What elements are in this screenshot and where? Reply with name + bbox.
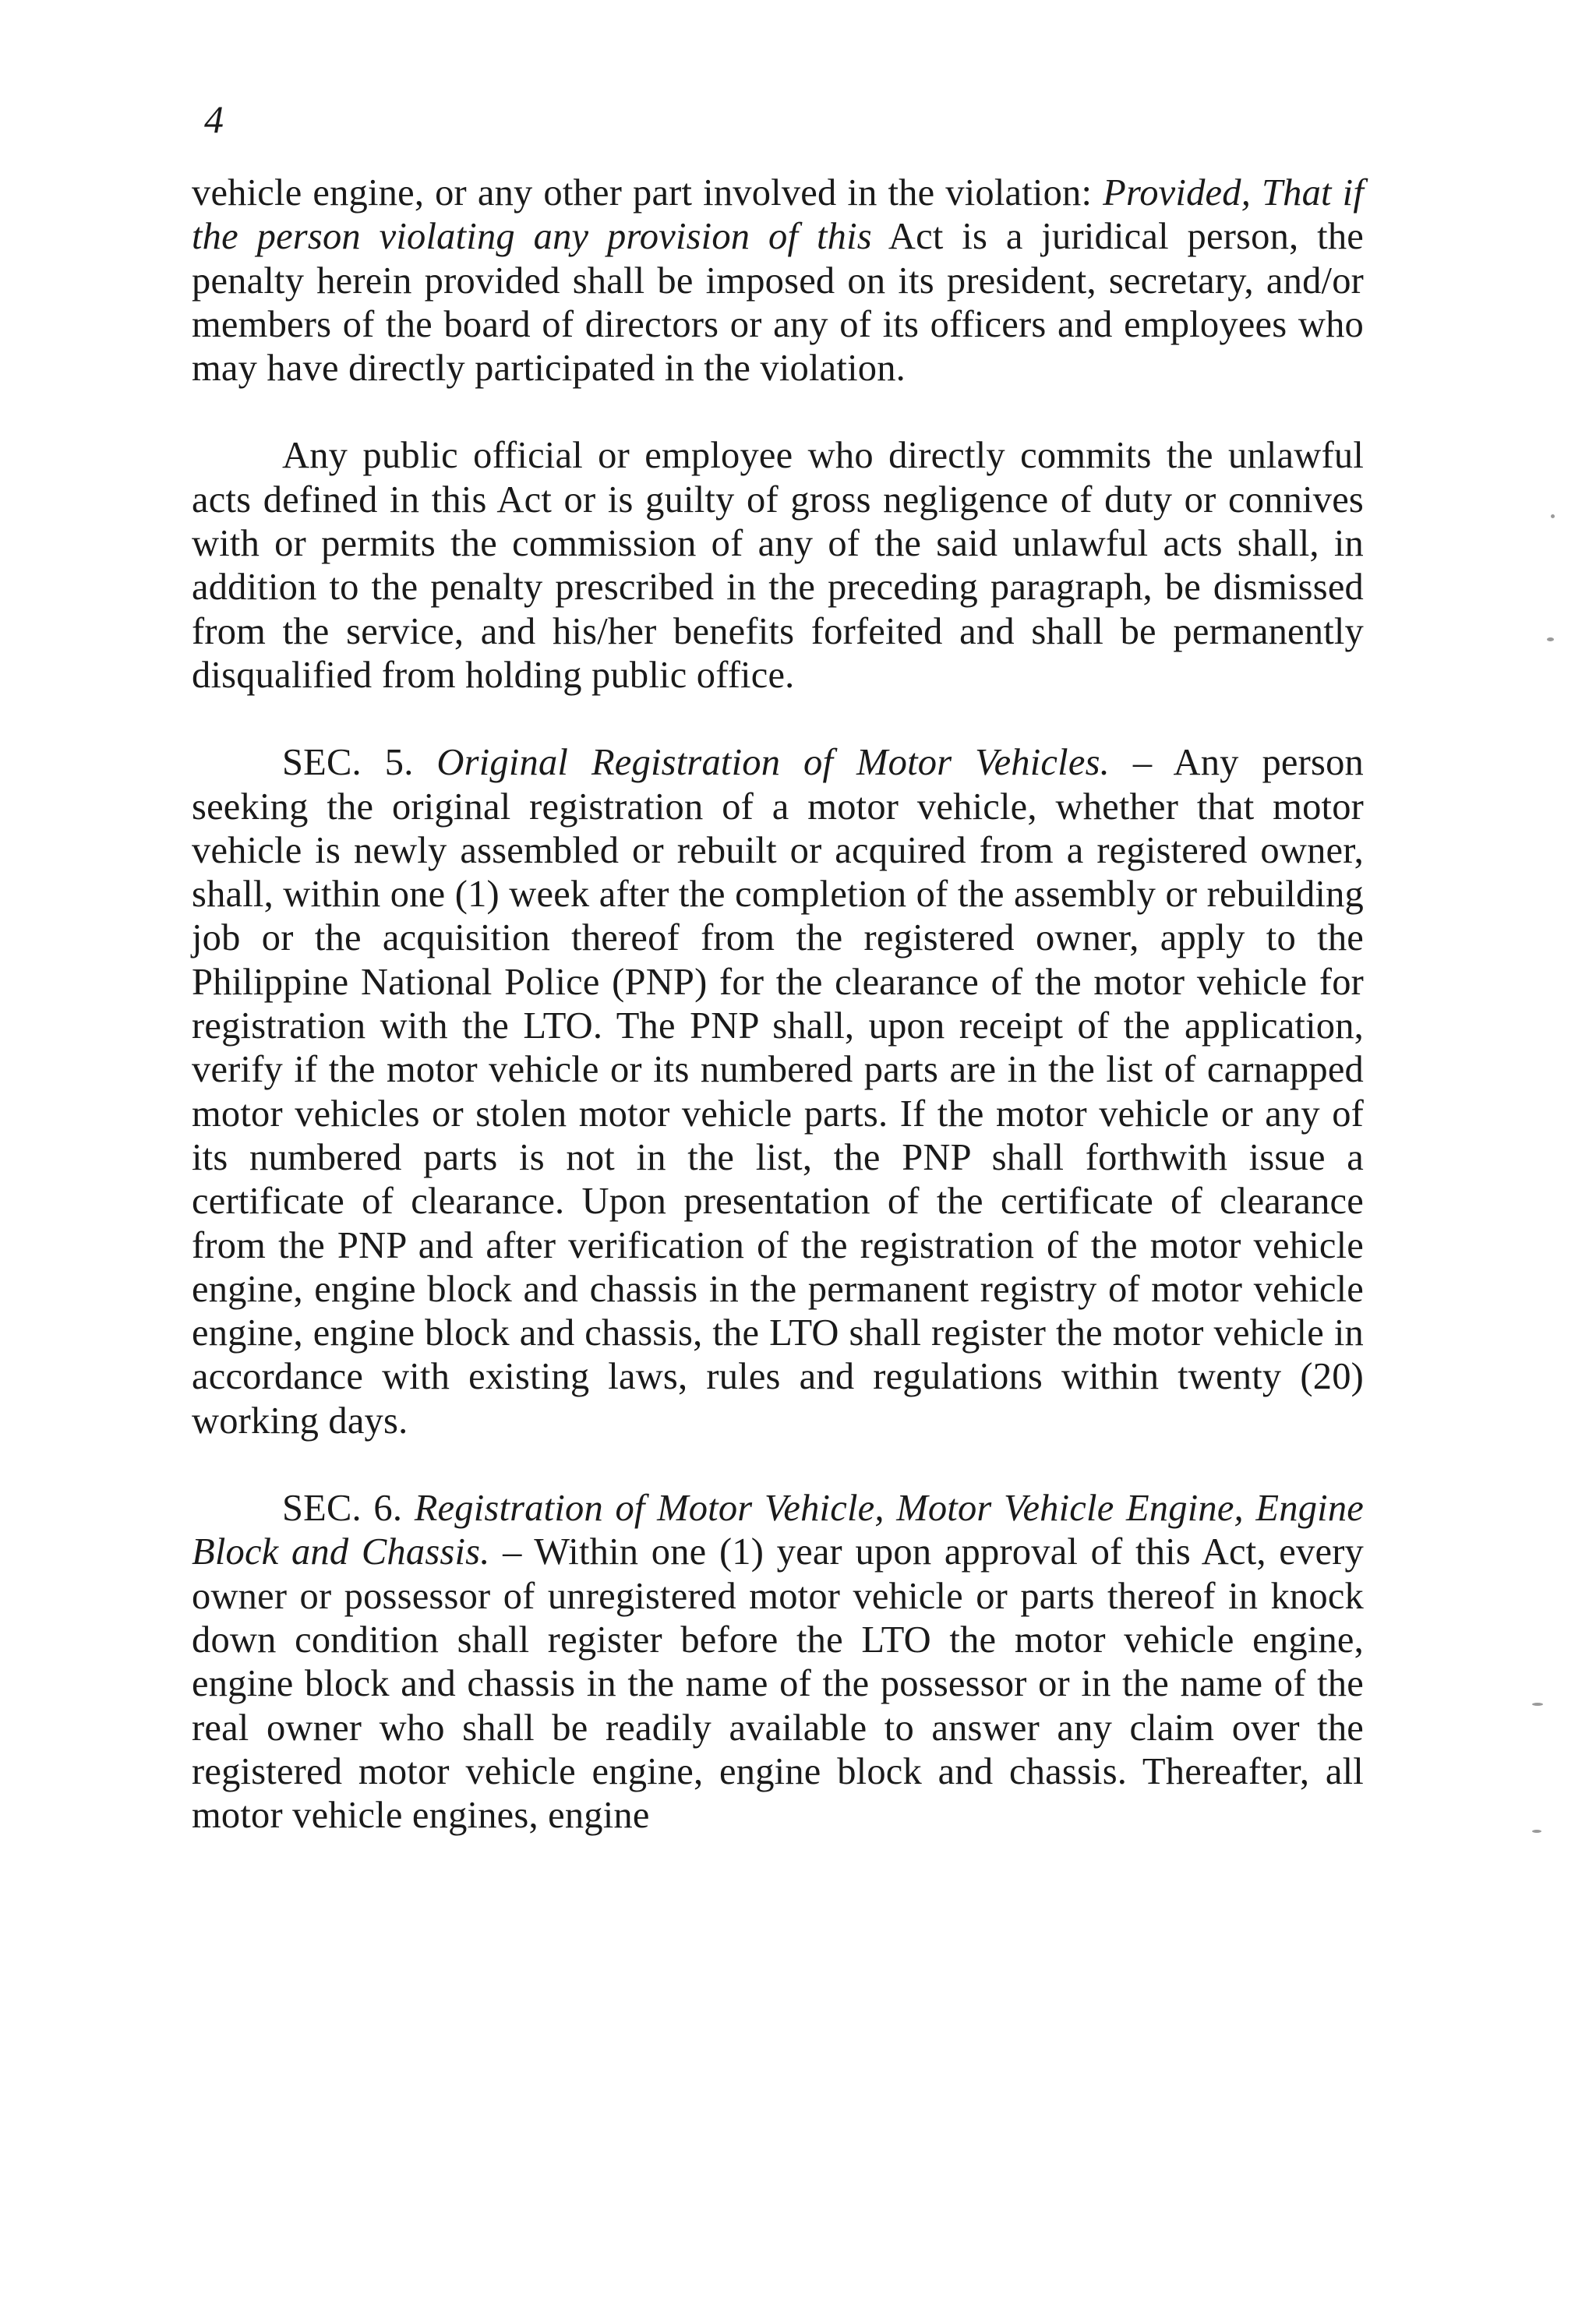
paragraph-lead: vehicle engine, or any other part involved in the violation:	[192, 172, 1103, 214]
section-6-body: – Within one (1) year upon approval of this Act, every owner or possessor of unregistered motor vehicle or parts thereof in knock down condition shall register before the LTO the motor vehicle engine, engine block and chassis in the name of the possessor or in the name of the real owner who shall be readily available to answer any claim over the registered motor vehicle engine, engine block and chassis. Thereafter, all motor vehicle engines, engine	[192, 1531, 1364, 1837]
section-5-title: Original Registration of Motor Vehicles.	[436, 742, 1110, 784]
section-6-title: Registration of Motor Vehicle, Motor Vehicle Engine, Engine Block and Chassis.	[192, 1488, 1364, 1573]
scan-speck	[1532, 1703, 1543, 1706]
paragraph-rest: Act is a juridical person, the penalty herein provided shall be imposed on its president, secretary, and/or members of the board of directors or any of its officers and employees who may have directly participated in the violation.	[192, 216, 1364, 390]
section-5-number: SEC. 5.	[282, 742, 414, 784]
section-5	[192, 741, 1364, 1443]
scan-speck	[1551, 514, 1555, 518]
scan-speck	[1547, 637, 1554, 641]
paragraph-penalty-continuation	[192, 171, 1364, 390]
document-body	[192, 171, 1364, 1838]
scan-speck	[1532, 1830, 1541, 1833]
section-6-number: SEC. 6.	[282, 1488, 403, 1530]
italic-clause: That if the person violating any provision of this	[192, 172, 1365, 258]
provided-clause: Provided,	[1103, 172, 1252, 214]
section-6	[192, 1487, 1364, 1838]
page-number: 4	[204, 97, 224, 141]
section-5-body: – Any person seeking the original registration of a motor vehicle, whether that motor vehicle is newly assembled or rebuilt or acquired from a registered owner, shall, within one (1) week after the completion of the assembly or rebuilding job or the acquisition thereof from the registered owner, apply to the Philippine National Police (PNP) for the clearance of the motor vehicle for registration with the LTO. The PNP shall, upon receipt of the application, verify if the motor vehicle or its numbered parts are in the list of carnapped motor vehicles or stolen motor vehicle parts. If the motor vehicle or any of its numbered parts is not in the list, the PNP shall forthwith issue a certificate of clearance. Upon presentation of the certificate of clearance from the PNP and after verification of the registration of the motor vehicle engine, engine block and chassis in the permanent registry of motor vehicle engine, engine block and chassis, the LTO shall register the motor vehicle in accordance with existing laws, rules and regulations within twenty (20) working days.	[192, 742, 1364, 1442]
paragraph-public-official: Any public official or employee who directly commits the unlawful acts defined in this Act or is guilty of gross negligence of duty or connives with or permits the commission of any of the said unlawful acts shall, in addition to the penalty prescribed in the preceding paragraph, be dismissed from the service, and his/her benefits forfeited and shall be permanently disqualified from holding public office.	[192, 435, 1364, 696]
